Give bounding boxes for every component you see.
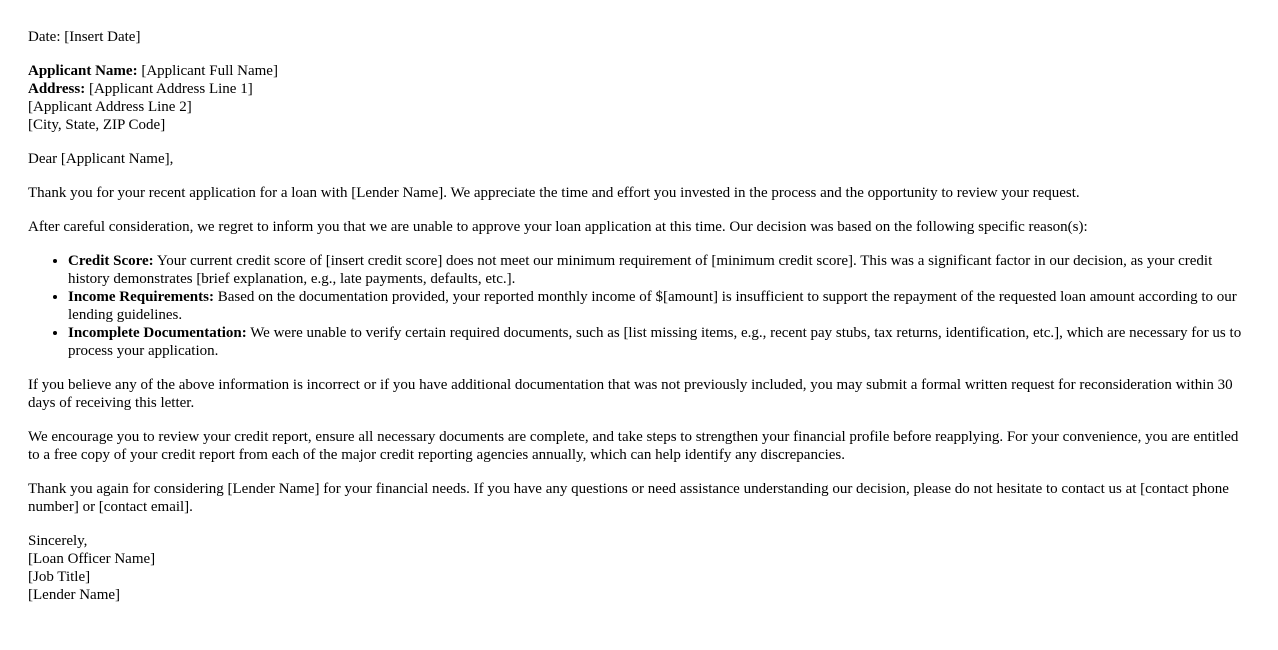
reasons-list — [28, 252, 1250, 360]
encourage-paragraph: We encourage you to review your credit report, ensure all necessary documents are complete, and take steps to strengthen your financial profile before reapplying. For your convenience, you are entitled to a free copy of your credit report from each of the major credit reporting agencies annually, which can help identify any discrepancies. — [28, 429, 1239, 463]
reason-income-requirements — [68, 288, 1250, 324]
reason-label: Credit Score: — [68, 253, 154, 269]
applicant-name-label: Applicant Name: — [28, 63, 138, 79]
date-line: Date: [Insert Date] — [28, 29, 141, 45]
signature-block — [28, 532, 1250, 604]
applicant-name-line — [28, 62, 1250, 80]
reason-label: Income Requirements: — [68, 289, 214, 305]
closing-paragraph: Thank you again for considering [Lender Name] for your financial needs. If you have any questions or need assistance understanding our decision, please do not hesitate to contact us at [contact phone number] or [contact email]. — [28, 481, 1229, 515]
intro-paragraph: Thank you for your recent application for a loan with [Lender Name]. We appreciate the time and effort you invested in the process and the opportunity to review your request. — [28, 185, 1080, 201]
applicant-block — [28, 62, 1250, 134]
city-state-zip: [City, State, ZIP Code] — [28, 117, 166, 133]
reason-text: Your current credit score of [insert credit score] does not meet our minimum requirement of [minimum credit score]. This was a significant factor in our decision, as your credit history demonstrates [brief explanation, e.g., late payments, defaults, etc.]. — [68, 253, 1213, 287]
salutation: Dear [Applicant Name], — [28, 151, 174, 167]
address-line-2: [Applicant Address Line 2] — [28, 99, 192, 115]
decision-paragraph: After careful consideration, we regret to inform you that we are unable to approve your loan application at this time. Our decision was based on the following specific reason(s): — [28, 219, 1088, 235]
address-line-1-value: [Applicant Address Line 1] — [85, 81, 253, 97]
reason-text: Based on the documentation provided, your reported monthly income of $[amount] is insufficient to support the repayment of the requested loan amount according to our lending guidelines. — [68, 289, 1237, 323]
reason-text: We were unable to verify certain required documents, such as [list missing items, e.g., recent pay stubs, tax returns, identification, etc.], which are necessary for us to process your application. — [68, 325, 1242, 359]
lender-name: [Lender Name] — [28, 587, 121, 603]
reconsideration-paragraph: If you believe any of the above information is incorrect or if you have additional documentation that was not previously included, you may submit a formal written request for reconsideration within 30 days of receiving this letter. — [28, 377, 1233, 411]
address-label: Address: — [28, 81, 86, 97]
reason-incomplete-documentation — [68, 324, 1250, 360]
reason-label: Incomplete Documentation: — [68, 325, 247, 341]
job-title: [Job Title] — [28, 569, 91, 585]
sign-off: Sincerely, — [28, 533, 88, 549]
address-line-1 — [28, 80, 1250, 98]
applicant-name-value: [Applicant Full Name] — [137, 63, 278, 79]
reason-credit-score — [68, 252, 1250, 288]
loan-officer-name: [Loan Officer Name] — [28, 551, 156, 567]
